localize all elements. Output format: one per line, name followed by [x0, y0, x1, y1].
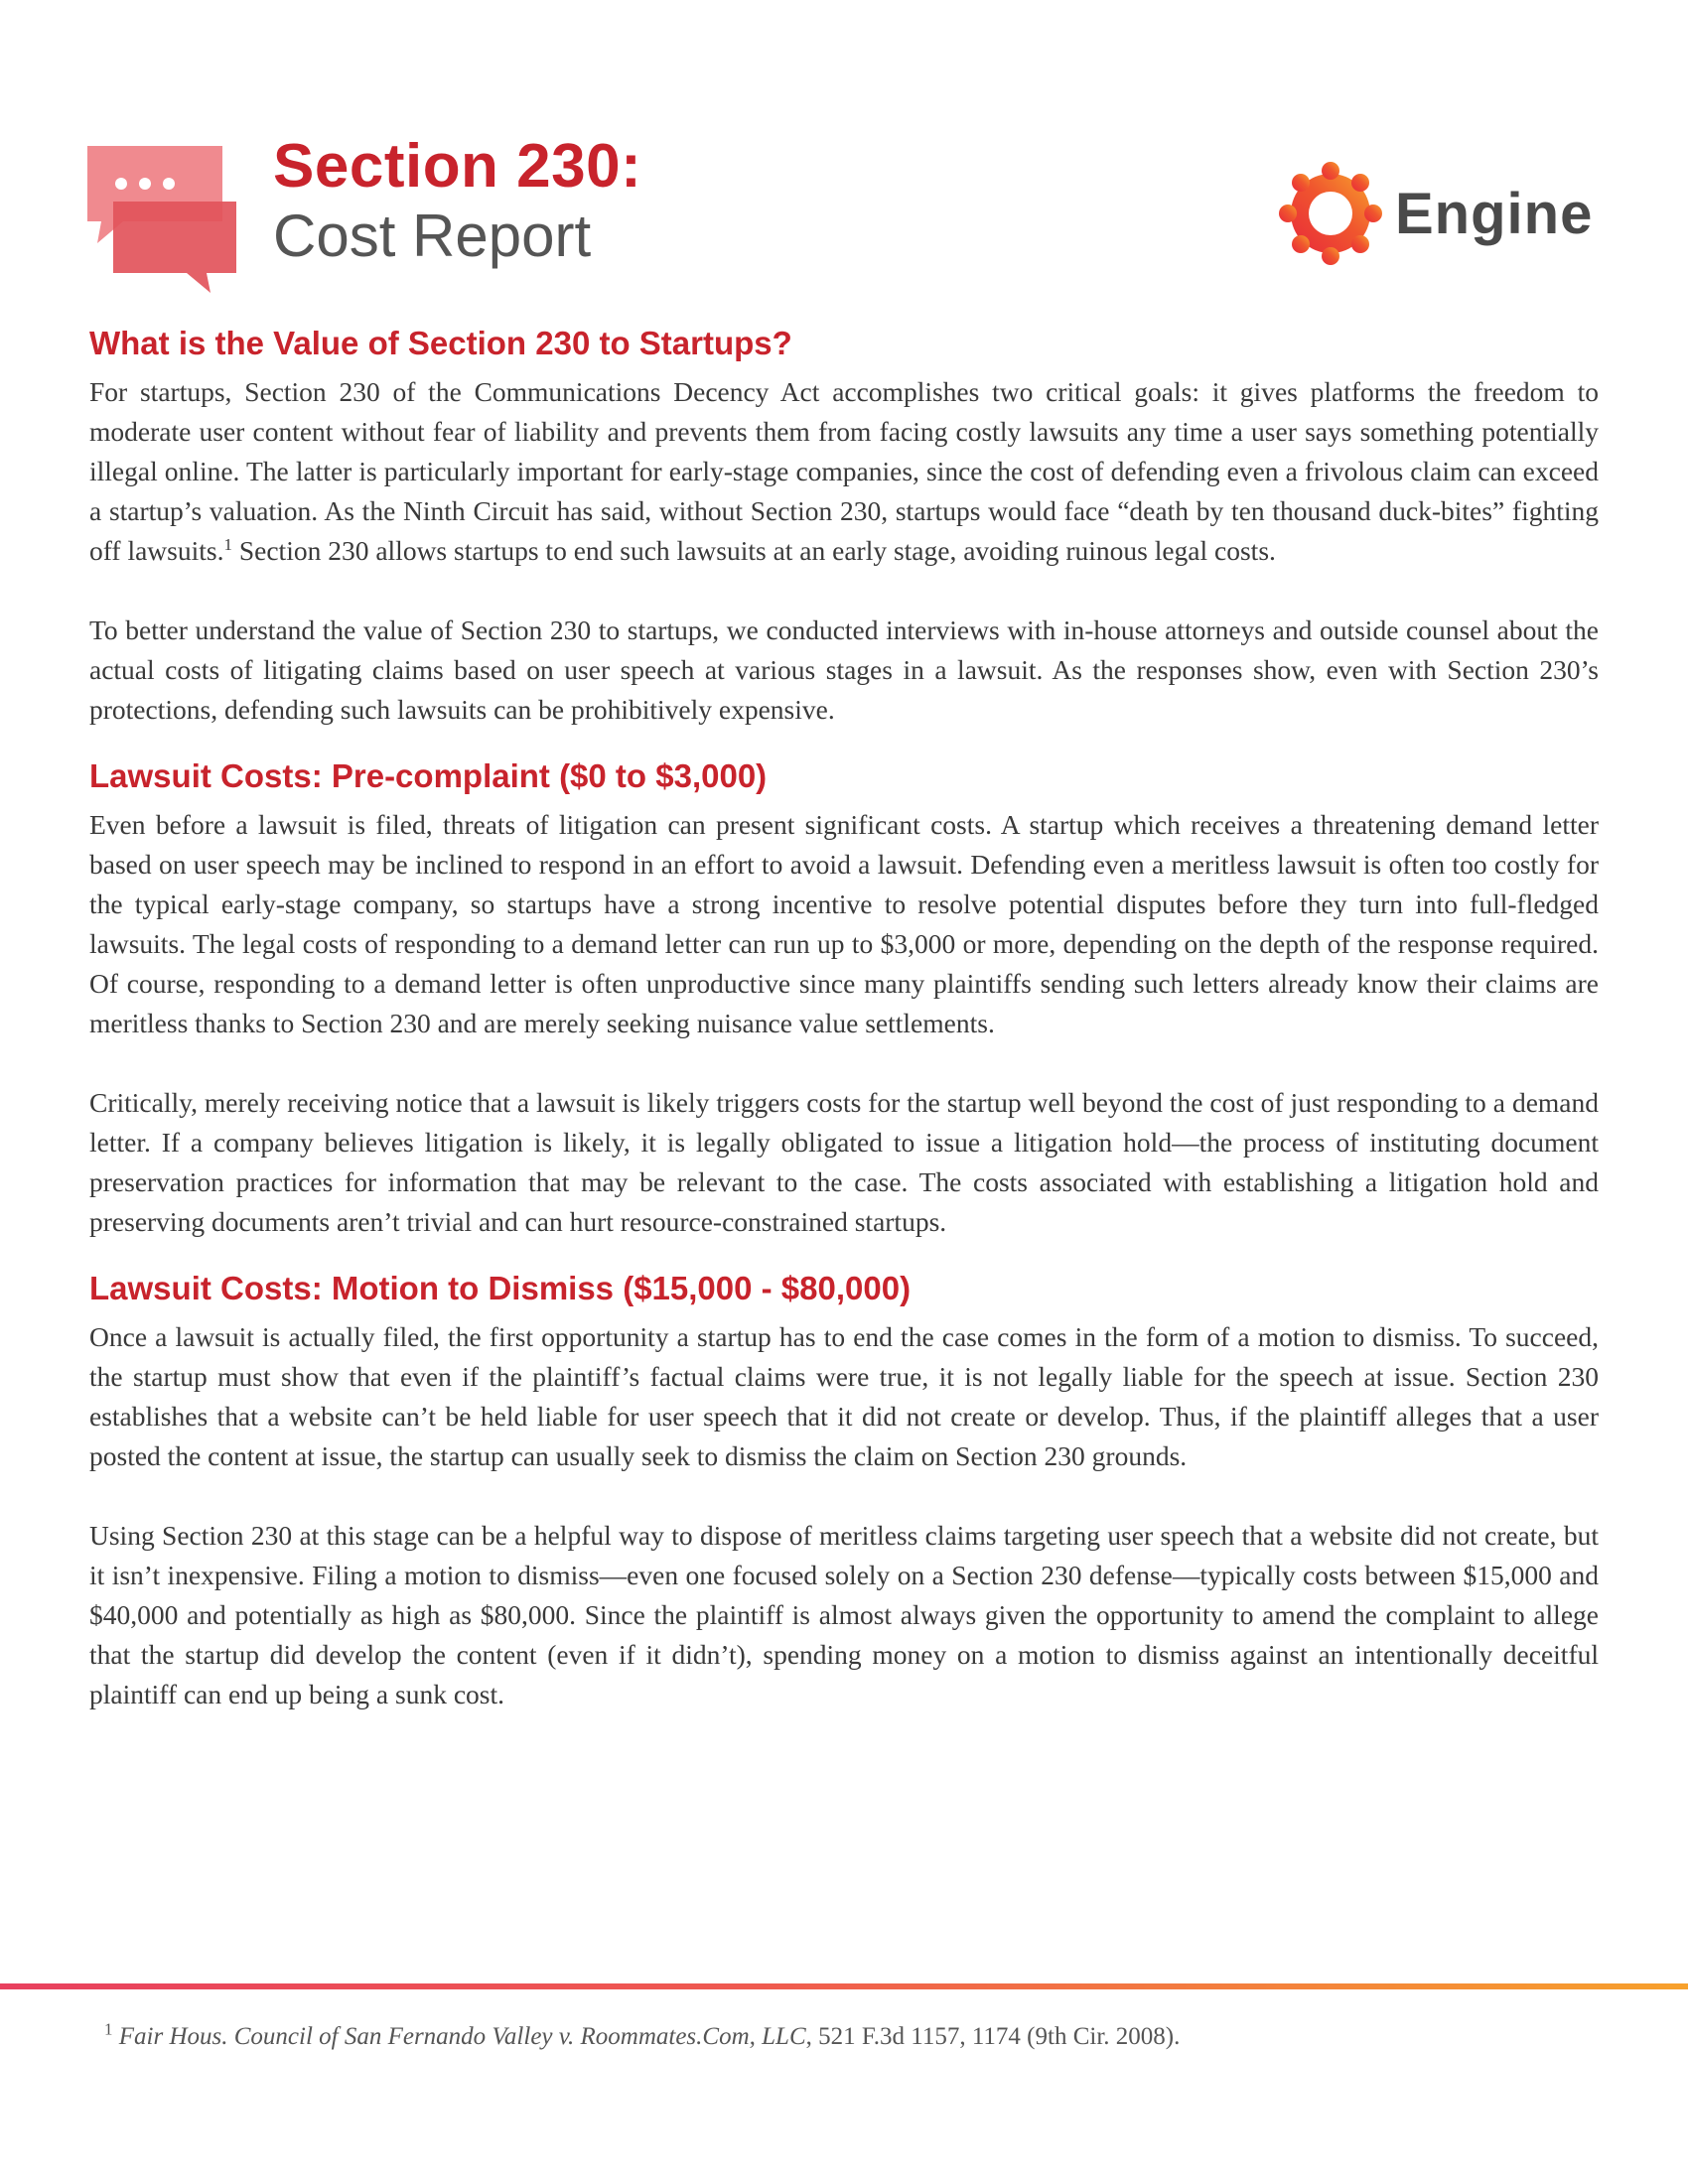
footnote-ref[interactable]: 1	[223, 534, 232, 554]
section-heading-precomplaint: Lawsuit Costs: Pre-complaint ($0 to $3,000)	[89, 757, 768, 794]
engine-gear-icon	[1276, 159, 1385, 268]
paragraph-precomplaint-2: Critically, merely receiving notice that a lawsuit is likely triggers costs for the startup well beyond the cost of just responding to a demand letter. If a company believes litigation is likely, it is legally obligated to issue a litigation hold—the process of instituting document preservation practices for information that may be relevant to the case. The costs associated with establishing a litigation hold and preserving documents aren’t trivial and can hurt resource-constrained startups.	[89, 1087, 1599, 1237]
footnote-citation: , 521 F.3d 1157, 1174 (9th Cir. 2008).	[805, 2023, 1181, 2050]
footnote-number: 1	[104, 2019, 113, 2039]
document-body	[89, 323, 1599, 1714]
footnote-case-name: Fair Hous. Council of San Fernando Valley v. Roommates.Com, LLC	[118, 2023, 806, 2050]
page-subtitle: Cost Report	[273, 203, 592, 269]
footer-divider	[0, 1983, 1688, 1989]
page-title: Section 230:	[273, 132, 642, 201]
paragraph-motion-1: Once a lawsuit is actually filed, the first opportunity a startup has to end the case comes in the form of a motion to dismiss. To succeed, the startup must show that even if the plaintiff’s factual claims were true, it is not legally liable for the speech at issue. Section 230 establishes that a website can’t be held liable for user speech that it did not create or develop. Thus, if the plaintiff alleges that a user posted the content at issue, the startup can usually seek to dismiss the claim on Section 230 grounds.	[89, 1321, 1599, 1471]
page-header	[0, 0, 1688, 318]
paragraph-value-1: For startups, Section 230 of the Communications Decency Act accomplishes two critical goals: it gives platforms the freedom to moderate user content without fear of liability and prevents them from facing costly lawsuits any time a user says something potentially illegal online. The latter is particularly important for early-stage companies, since the cost of defending even a frivolous claim can exceed a startup’s valuation. As the Ninth Circuit has said, without Section 230, startups would face “death by ten thousand duck-bites” fighting off lawsuits.$^1$ Section 230 allows startups to end such lawsuits at an early stage, avoiding ruinous legal costs.	[89, 376, 1599, 566]
chat-bubbles-icon	[87, 144, 236, 293]
paragraph-motion-2: Using Section 230 at this stage can be a helpful way to dispose of meritless claims targeting user speech that a website did not create, but it isn’t inexpensive. Filing a motion to dismiss—even one focused solely on a Section 230 defense—typically costs between $15,000 and $40,000 and potentially as high as $80,000. Since the plaintiff is almost always given the opportunity to amend the complaint to allege that the startup did develop the content (even if it didn’t), spending money on a motion to dismiss against an intentionally deceitful plaintiff can end up being a sunk cost.	[89, 1520, 1599, 1709]
logo-wordmark: Engine	[1395, 181, 1594, 246]
paragraph-precomplaint-1: Even before a lawsuit is filed, threats of litigation can present significant costs. A startup which receives a threatening demand letter based on user speech may be inclined to respond in an effort to avoid a lawsuit. Defending even a meritless lawsuit is often too costly for the typical early-stage company, so startups have a strong incentive to resolve potential disputes before they turn into full-fledged lawsuits. The legal costs of responding to a demand letter can run up to $3,000 or more, depending on the depth of the response required. Of course, responding to a demand letter is often unproductive since many plaintiffs sending such letters already know their claims are meritless thanks to Section 230 and are merely seeking nuisance value settlements.	[89, 809, 1599, 1038]
engine-logo	[1276, 159, 1593, 268]
title-block	[273, 131, 641, 270]
footnote	[104, 2019, 1181, 2051]
section-heading-value: What is the Value of Section 230 to Startups?	[89, 325, 792, 361]
paragraph-value-2: To better understand the value of Section 230 to startups, we conducted interviews with in-house attorneys and outside counsel about the actual costs of litigating claims based on user speech at various stages in a lawsuit. As the responses show, even with Section 230’s protections, defending such lawsuits can be prohibitively expensive.	[89, 614, 1599, 725]
section-heading-motion-to-dismiss: Lawsuit Costs: Motion to Dismiss ($15,000 - $80,000)	[89, 1270, 912, 1306]
